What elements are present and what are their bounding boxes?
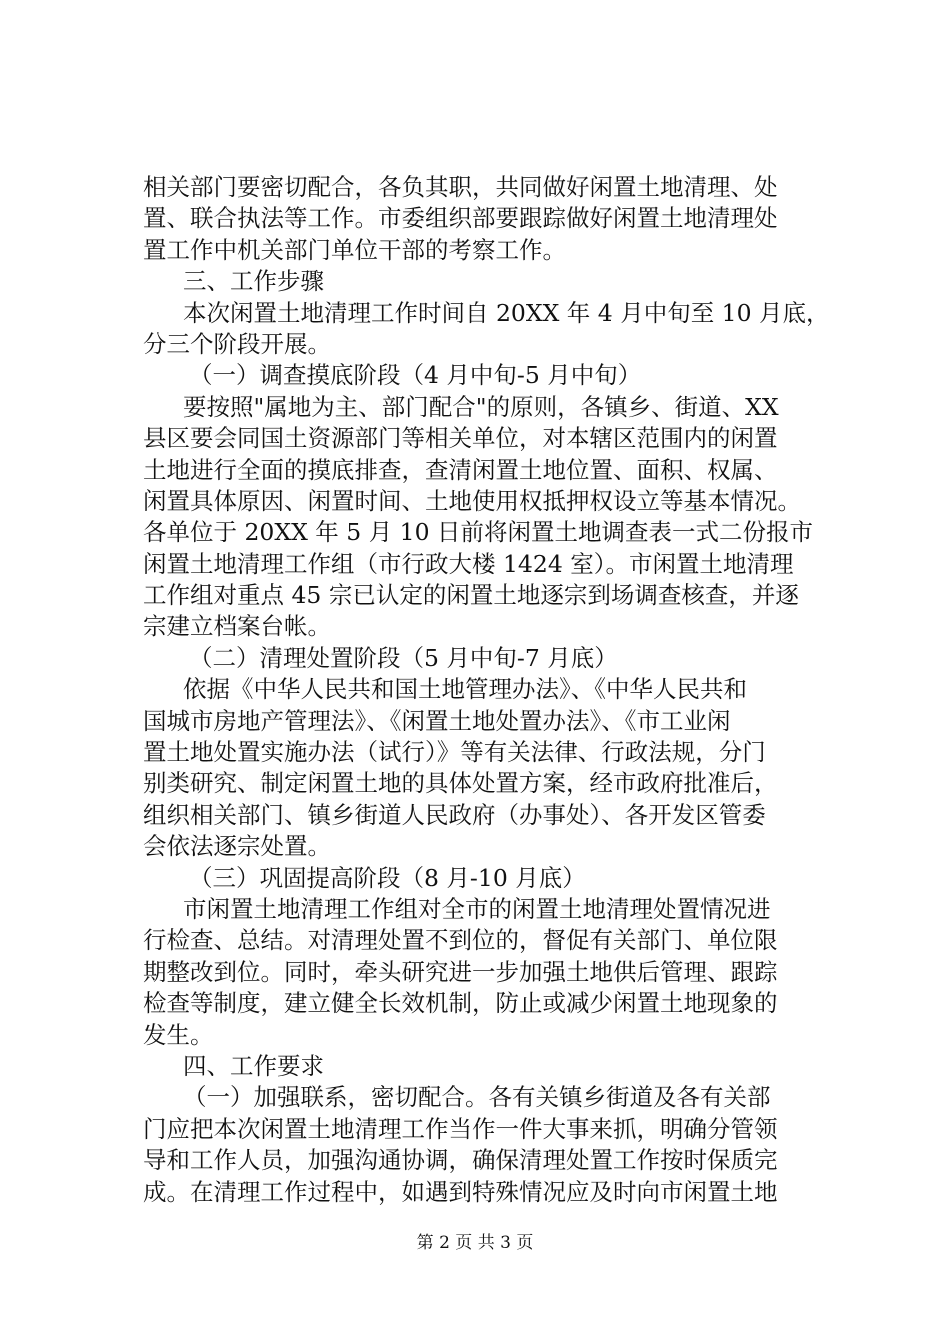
text-line: 门应把本次闲置土地清理工作当作一件大事来抓，明确分管领 [143,1114,778,1143]
text-line: 四、工作要求 [183,1051,324,1080]
text-line: 依据《中华人民共和国土地管理办法》、《中华人民共和 [183,675,747,704]
text-line: 国城市房地产管理法》、《闲置土地处置办法》、《市工业闲 [143,706,731,735]
text-line: 行检查、总结。对清理处置不到位的，督促有关部门、单位限 [143,926,778,955]
text-line: 土地进行全面的摸底排查，查清闲置土地位置、面积、权属、 [143,455,778,484]
text-line: （三）巩固提高阶段（8 月-10 月底） [189,863,586,892]
text-line: 分三个阶段开展。 [143,329,331,358]
text-line: 相关部门要密切配合，各负其职，共同做好闲置土地清理、处 [143,173,778,201]
text-line: 会依法逐宗处置。 [143,832,331,861]
text-line: 置工作中机关部门单位干部的考察工作。 [143,235,566,264]
text-line: 工作组对重点 45 宗已认定的闲置土地逐宗到场调查核查，并逐 [143,581,799,610]
text-line: 闲置具体原因、闲置时间、土地使用权抵押权设立等基本情况。 [143,486,801,515]
text-line: 期整改到位。同时，牵头研究进一步加强土地供后管理、跟踪 [143,957,778,986]
text-line: （二）清理处置阶段（5 月中旬-7 月底） [189,643,618,672]
text-line: 置土地处置实施办法（试行）》等有关法律、行政法规，分门 [143,738,766,767]
text-line: 本次闲置土地清理工作时间自 20XX 年 4 月中旬至 10 月底， [183,298,830,327]
page-footer: 第 2 页 共 3 页 [416,1233,534,1253]
text-line: 导和工作人员，加强沟通协调，确保清理处置工作按时保质完 [143,1146,778,1175]
text-line: 县区要会同国土资源部门等相关单位，对本辖区范围内的闲置 [143,424,778,453]
text-line: （一）加强联系，密切配合。各有关镇乡街道及各有关部 [183,1083,771,1112]
text-line: 市闲置土地清理工作组对全市的闲置土地清理处置情况进 [183,894,771,923]
text-line: 闲置土地清理工作组（市行政大楼 1424 室）。市闲置土地清理 [143,549,794,578]
text-line: 检查等制度，建立健全长效机制，防止或减少闲置土地现象的 [143,989,778,1018]
text-line: 宗建立档案台帐。 [143,612,331,641]
text-line: 各单位于 20XX 年 5 月 10 日前将闲置土地调查表一式二份报市 [143,518,814,547]
text-line: （一）调查摸底阶段（4 月中旬-5 月中旬） [189,361,642,390]
text-line: 三、工作步骤 [183,267,324,296]
text-line: 置、联合执法等工作。市委组织部要跟踪做好闲置土地清理处 [143,204,778,233]
text-line: 别类研究、制定闲置土地的具体处置方案，经市政府批准后， [143,769,778,798]
text-line: 要按照"属地为主、部门配合"的原则，各镇乡、街道、XX [183,392,779,421]
text-line: 发生。 [143,1020,214,1049]
text-line: 组织相关部门、镇乡街道人民政府（办事处）、各开发区管委 [143,800,766,829]
document-body [143,172,833,1208]
text-line: 成。在清理工作过程中，如遇到特殊情况应及时向市闲置土地 [143,1177,778,1206]
